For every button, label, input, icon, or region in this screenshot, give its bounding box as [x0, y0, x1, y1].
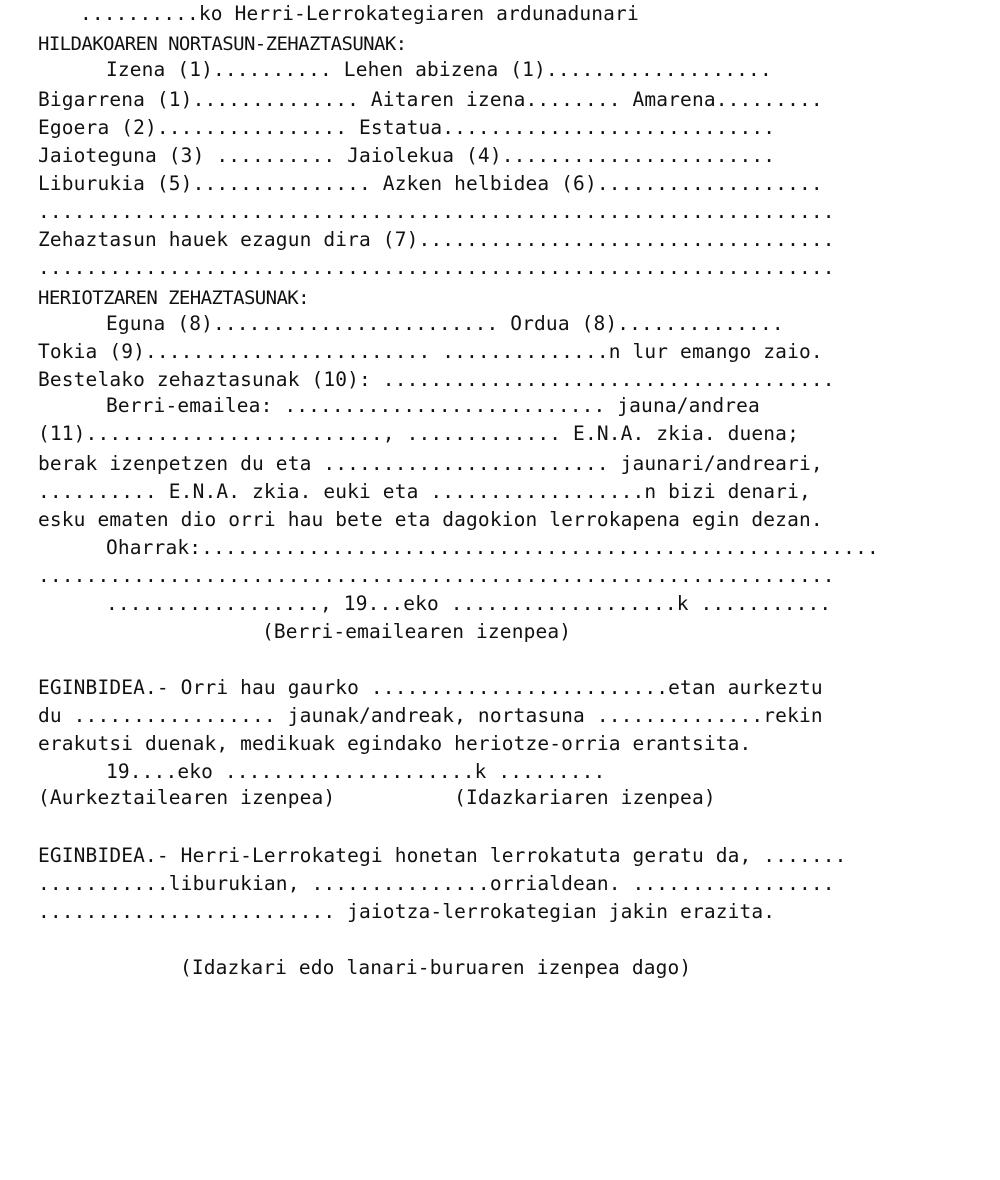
signature-captions: (Aurkeztailearen izenpea) (Idazkariaren izenpea) — [38, 786, 716, 809]
section-heading-death: HERIOTZAREN ZEHAZTASUNAK: — [38, 287, 309, 309]
addressee-line: ..........ko Herri-Lerrokategiaren ardunadunari — [80, 2, 639, 25]
form-line-volume-address: Liburukia (5)............... Azken helbidea (6)................... — [38, 172, 823, 195]
dotted-line: ................................................................... — [38, 564, 835, 587]
informant-signature-caption: (Berri-emailearen izenpea) — [262, 620, 572, 643]
form-line-date: .................., 19...eko ...................k ........... — [106, 592, 832, 615]
form-line-signs: berak izenpetzen du eta ........................ jaunari/andreari, — [38, 452, 823, 475]
form-line-status: Egoera (2)................ Estatua............................ — [38, 116, 776, 139]
form-line-place: Tokia (9)........................ ..............n lur emango zaio. — [38, 340, 823, 363]
registration-line-3: ......................... jaiotza-lerrokategian jakin erazita. — [38, 900, 776, 923]
form-line-recipient: .......... E.N.A. zkia. euki eta ..................n bizi denari, — [38, 480, 811, 503]
certification-line-2: du ................. jaunak/andreak, nortasuna ..............rekin — [38, 704, 823, 727]
form-line-authorization: esku ematen dio orri hau bete eta dagokion lerrokapena egin dezan. — [38, 508, 823, 531]
registration-line-2: ...........liburukian, ...............orrialdean. ................. — [38, 872, 835, 895]
form-line-informant-id: (11)........................., ............. E.N.A. zkia. duena; — [38, 422, 799, 445]
form-line-informant: Berri-emailea: ........................... jauna/andrea — [106, 394, 760, 417]
form-line-known-details: Zehaztasun hauek ezagun dira (7)................................... — [38, 228, 835, 251]
form-line-day-hour: Eguna (8)........................ Ordua (8).............. — [106, 312, 784, 335]
dotted-line: ................................................................... — [38, 200, 835, 223]
certification-date: 19....eko .....................k ......... — [106, 760, 606, 783]
form-line-second-surname: Bigarrena (1).............. Aitaren izena........ Amarena......... — [38, 88, 823, 111]
form-line-notes: Oharrak:......................................................... — [106, 536, 879, 559]
certification-line-1: EGINBIDEA.- Orri hau gaurko .........................etan aurkeztu — [38, 676, 823, 699]
form-line-name: Izena (1).......... Lehen abizena (1)................... — [106, 58, 772, 81]
form-line-other-details: Bestelako zehaztasunak (10): ...................................... — [38, 368, 835, 391]
form-line-birth: Jaioteguna (3) .......... Jaiolekua (4)....................... — [38, 144, 776, 167]
registration-line-1: EGINBIDEA.- Herri-Lerrokategi honetan lerrokatuta geratu da, ....... — [38, 844, 847, 867]
certification-line-3: erakutsi duenak, medikuak egindako heriotze-orria erantsita. — [38, 732, 752, 755]
section-heading-deceased: HILDAKOAREN NORTASUN-ZEHAZTASUNAK: — [38, 33, 407, 55]
dotted-line: ................................................................... — [38, 256, 835, 279]
official-signature-caption: (Idazkari edo lanari-buruaren izenpea dago) — [180, 956, 692, 979]
